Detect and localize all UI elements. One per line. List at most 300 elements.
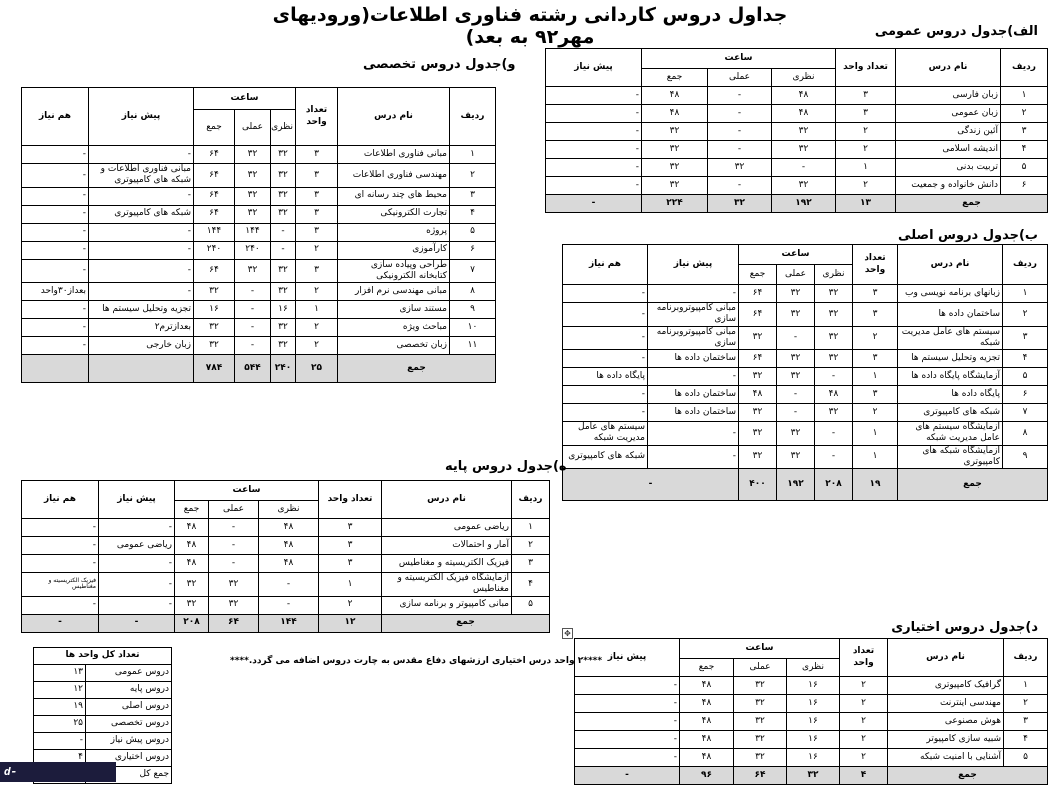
total-cell: ۶۴ xyxy=(194,259,235,283)
prerequisite-cell: - xyxy=(89,259,194,283)
header-hours: ساعت xyxy=(680,639,840,659)
theory-cell: ۳۲ xyxy=(815,303,853,327)
elective-courses-title: د)جدول دروس اختیاری xyxy=(891,620,1038,635)
prerequisite-cell: - xyxy=(546,123,642,141)
practical-cell: - xyxy=(708,105,772,123)
row-number-cell: ۴ xyxy=(512,573,550,597)
table-row xyxy=(563,422,1048,446)
theory-cell: ۱۶ xyxy=(787,677,840,695)
row-number-cell: ۲ xyxy=(1004,695,1048,713)
sum-theory: ۱۹۲ xyxy=(772,195,836,213)
units-cell: ۲ xyxy=(836,141,896,159)
sum-total: ۷۸۴ xyxy=(194,355,235,383)
header-row-number: ردیف xyxy=(1004,639,1048,677)
theory-cell: ۴۸ xyxy=(259,519,319,537)
practical-cell: ۳۲ xyxy=(777,368,815,386)
course-name-cell: ریاضی عمومی xyxy=(382,519,512,537)
theory-cell: ۴۸ xyxy=(772,105,836,123)
practical-cell: ۳۲ xyxy=(777,350,815,368)
prerequisite-cell: - xyxy=(89,187,194,205)
table-row xyxy=(563,386,1048,404)
page-title: جداول دروس کاردانی رشته فناوری اطلاعات(ورودیهای مهر۹۲ به بعد) xyxy=(272,4,788,48)
header-units: تعداد واحد xyxy=(296,88,338,146)
header-practical: عملی xyxy=(235,110,271,146)
table-row xyxy=(575,677,1048,695)
summary-label-cell: دروس پایه xyxy=(86,682,172,699)
course-name-cell: سیستم های عامل مدیریت شبکه xyxy=(898,326,1003,350)
header-row-number: ردیف xyxy=(450,88,496,146)
header-corequisite: هم نیاز xyxy=(22,481,99,519)
course-name-cell: آشنایی با امنیت شبکه xyxy=(888,749,1004,767)
course-name-cell: مهندسی فناوری اطلاعات xyxy=(338,164,450,188)
units-cell: ۲ xyxy=(296,241,338,259)
practical-cell: ۳۲ xyxy=(777,285,815,303)
theory-cell: ۳۲ xyxy=(271,146,296,164)
units-cell: ۳ xyxy=(836,87,896,105)
table-row xyxy=(546,177,1048,195)
total-cell: ۴۸ xyxy=(642,105,708,123)
corequisite-cell: - xyxy=(22,187,89,205)
sum-label: جمع xyxy=(888,767,1048,785)
header-course-name: نام درس xyxy=(338,88,450,146)
header-practical: عملی xyxy=(708,69,772,87)
corequisite-cell: - xyxy=(563,404,648,422)
header-prerequisite: پیش نیاز xyxy=(648,245,739,285)
prerequisite-cell: - xyxy=(99,596,175,614)
practical-cell: ۳۲ xyxy=(734,749,787,767)
summary-value-cell: ۱۹ xyxy=(34,699,86,716)
prerequisite-cell: - xyxy=(546,105,642,123)
units-cell: ۲ xyxy=(296,283,338,301)
course-name-cell: تجزیه وتحلیل سیستم ها xyxy=(898,350,1003,368)
basic-courses-title: ه)جدول دروس پایه xyxy=(445,459,567,474)
practical-cell: - xyxy=(235,319,271,337)
table-row xyxy=(22,241,496,259)
total-cell: ۴۸ xyxy=(642,87,708,105)
header-prerequisite: پیش نیاز xyxy=(546,49,642,87)
table-row xyxy=(22,205,496,223)
prerequisite-cell: - xyxy=(648,422,739,446)
practical-cell: - xyxy=(777,386,815,404)
course-name-cell: آزمایشگاه سیستم های عامل مدیریت شبکه xyxy=(898,422,1003,446)
practical-cell: - xyxy=(777,404,815,422)
units-cell: ۱ xyxy=(296,301,338,319)
theory-cell: ۳۲ xyxy=(271,319,296,337)
header-total: جمع xyxy=(739,265,777,285)
table-row xyxy=(22,259,496,283)
theory-cell: ۴۸ xyxy=(259,537,319,555)
header-total: جمع xyxy=(680,659,734,677)
row-number-cell: ۴ xyxy=(1004,731,1048,749)
corequisite-cell: - xyxy=(22,301,89,319)
header-theory: نظری xyxy=(787,659,840,677)
header-course-name: نام درس xyxy=(888,639,1004,677)
theory-cell: ۳۲ xyxy=(772,177,836,195)
header-prerequisite: پیش نیاز xyxy=(575,639,680,677)
total-cell: ۴۸ xyxy=(680,731,734,749)
corequisite-cell: - xyxy=(563,326,648,350)
total-cell: ۶۴ xyxy=(194,146,235,164)
course-name-cell: زبان تخصصی xyxy=(338,337,450,355)
header-hours: ساعت xyxy=(642,49,836,69)
watermark-link[interactable]: d-semnan.iau.ac.ir xyxy=(0,762,116,782)
header-units: تعداد واحد xyxy=(840,639,888,677)
header-theory: نظری xyxy=(259,501,319,519)
units-cell: ۳ xyxy=(296,223,338,241)
units-cell: ۳ xyxy=(319,537,382,555)
summary-label-cell: دروس اختیاری xyxy=(86,750,172,767)
row-number-cell: ۳ xyxy=(1004,713,1048,731)
general-courses-title: الف)جدول دروس عمومی xyxy=(874,24,1038,39)
theory-cell: ۳۲ xyxy=(815,285,853,303)
header-row-number: ردیف xyxy=(512,481,550,519)
sum-practical: ۶۴ xyxy=(734,767,787,785)
prerequisite-cell: - xyxy=(89,241,194,259)
prerequisite-cell: ریاضی عمومی xyxy=(99,537,175,555)
row-number-cell: ۲ xyxy=(512,537,550,555)
total-cell: ۳۲ xyxy=(642,177,708,195)
corequisite-cell: - xyxy=(22,146,89,164)
prerequisite-cell: - xyxy=(546,159,642,177)
row-number-cell: ۱ xyxy=(450,146,496,164)
header-row-number: ردیف xyxy=(1003,245,1048,285)
theory-cell: ۱۶ xyxy=(787,731,840,749)
sum-label: جمع xyxy=(338,355,496,383)
header-row-number: ردیف xyxy=(1001,49,1048,87)
row-number-cell: ۳ xyxy=(1001,123,1048,141)
row-number-cell: ۳ xyxy=(1003,326,1048,350)
theory-cell: ۱۶ xyxy=(787,713,840,731)
elective-courses-table xyxy=(574,638,1048,785)
units-cell: ۱ xyxy=(853,445,898,469)
practical-cell: ۳۲ xyxy=(777,445,815,469)
row-number-cell: ۱ xyxy=(1001,87,1048,105)
course-name-cell: مبانی کامپیوتر و برنامه سازی xyxy=(382,596,512,614)
prerequisite-cell: شبکه های کامپیوتری xyxy=(89,205,194,223)
total-cell: ۴۸ xyxy=(680,695,734,713)
prerequisite-cell: ساختمان داده ها xyxy=(648,350,739,368)
summary-label-cell: دروس اصلی xyxy=(86,699,172,716)
table-row xyxy=(563,326,1048,350)
sum-units: ۱۲ xyxy=(319,614,382,632)
practical-cell: - xyxy=(209,519,259,537)
sum-units: ۴ xyxy=(840,767,888,785)
row-number-cell: ۱ xyxy=(1004,677,1048,695)
units-cell: ۳ xyxy=(296,205,338,223)
prerequisite-cell: - xyxy=(575,713,680,731)
table-row xyxy=(22,146,496,164)
row-number-cell: ۸ xyxy=(450,283,496,301)
table-row xyxy=(575,695,1048,713)
prerequisite-cell: - xyxy=(575,731,680,749)
row-number-cell: ۷ xyxy=(1003,404,1048,422)
course-name-cell: مبانی مهندسی نرم افزار xyxy=(338,283,450,301)
total-cell: ۴۸ xyxy=(680,713,734,731)
sum-prerequisite: - xyxy=(563,469,739,501)
practical-cell: ۳۲ xyxy=(235,187,271,205)
prerequisite-cell: - xyxy=(546,141,642,159)
practical-cell: - xyxy=(235,301,271,319)
course-name-cell: زبان عمومی xyxy=(896,105,1001,123)
practical-cell: ۳۲ xyxy=(734,695,787,713)
table-row xyxy=(546,105,1048,123)
corequisite-cell: - xyxy=(563,350,648,368)
theory-cell: ۳۲ xyxy=(772,123,836,141)
core-courses-title: ب)جدول دروس اصلی xyxy=(898,228,1038,243)
units-cell: ۲ xyxy=(836,123,896,141)
header-hours: ساعت xyxy=(739,245,853,265)
table-row xyxy=(22,573,550,597)
sum-label: جمع xyxy=(382,614,550,632)
theory-cell: ۱۶ xyxy=(787,695,840,713)
total-cell: ۴۸ xyxy=(739,386,777,404)
table-row xyxy=(563,350,1048,368)
course-name-cell: آزمایشگاه شبکه های کامپیوتری xyxy=(898,445,1003,469)
sum-total: ۴۰۰ xyxy=(739,469,777,501)
practical-cell: ۳۲ xyxy=(235,259,271,283)
table-row xyxy=(34,716,172,733)
table-row xyxy=(22,555,550,573)
theory-cell: - xyxy=(772,159,836,177)
prerequisite-cell: زبان خارجی xyxy=(89,337,194,355)
units-cell: ۳ xyxy=(853,350,898,368)
table-row xyxy=(22,596,550,614)
units-cell: ۲ xyxy=(853,404,898,422)
sum-prerequisite: - xyxy=(575,767,680,785)
total-cell: ۲۴۰ xyxy=(194,241,235,259)
row-number-cell: ۴ xyxy=(450,205,496,223)
prerequisite-cell: - xyxy=(648,445,739,469)
course-name-cell: شبیه سازی کامپیوتر xyxy=(888,731,1004,749)
units-cell: ۲ xyxy=(296,319,338,337)
corequisite-cell: - xyxy=(22,519,99,537)
theory-cell: ۳۲ xyxy=(271,187,296,205)
theory-cell: ۳۲ xyxy=(271,205,296,223)
table-row xyxy=(563,404,1048,422)
course-name-cell: طراحی وپیاده سازی کتابخانه الکترونیکی xyxy=(338,259,450,283)
theory-cell: - xyxy=(259,573,319,597)
header-hours: ساعت xyxy=(175,481,319,501)
header-units: تعداد واحد xyxy=(836,49,896,87)
sum-prerequisite: - xyxy=(99,614,175,632)
sum-label: جمع xyxy=(898,469,1048,501)
header-course-name: نام درس xyxy=(896,49,1001,87)
theory-cell: - xyxy=(815,422,853,446)
corequisite-cell: پایگاه داده ها xyxy=(563,368,648,386)
total-cell: ۳۲ xyxy=(642,123,708,141)
summary-label-cell: دروس پیش نیاز xyxy=(86,733,172,750)
practical-cell: ۳۲ xyxy=(734,713,787,731)
total-cell: ۳۲ xyxy=(739,422,777,446)
theory-cell: ۳۲ xyxy=(815,350,853,368)
practical-cell: - xyxy=(209,555,259,573)
sum-total: ۲۰۸ xyxy=(175,614,209,632)
header-practical: عملی xyxy=(209,501,259,519)
row-number-cell: ۲ xyxy=(1001,105,1048,123)
course-name-cell: کارآموزی xyxy=(338,241,450,259)
summary-value-cell: - xyxy=(34,733,86,750)
general-courses-table xyxy=(545,48,1048,213)
course-name-cell: محیط های چند رسانه ای xyxy=(338,187,450,205)
row-number-cell: ۱۰ xyxy=(450,319,496,337)
prerequisite-cell: - xyxy=(89,223,194,241)
theory-cell: - xyxy=(815,368,853,386)
sum-label: جمع xyxy=(896,195,1048,213)
header-corequisite: هم نیاز xyxy=(563,245,648,285)
total-cell: ۶۴ xyxy=(739,350,777,368)
move-handle-icon[interactable]: ✥ xyxy=(562,628,573,639)
summary-value-cell: ۱۳ xyxy=(34,665,86,682)
prerequisite-cell: تجزیه وتحلیل سیستم ها xyxy=(89,301,194,319)
total-cell: ۴۸ xyxy=(175,555,209,573)
table-row xyxy=(546,87,1048,105)
basic-courses-table xyxy=(21,480,550,633)
practical-cell: ۱۴۴ xyxy=(235,223,271,241)
prerequisite-cell: - xyxy=(575,677,680,695)
total-cell: ۳۲ xyxy=(175,596,209,614)
units-cell: ۳ xyxy=(319,555,382,573)
theory-cell: ۱۶ xyxy=(271,301,296,319)
row-number-cell: ۵ xyxy=(450,223,496,241)
units-cell: ۳ xyxy=(319,519,382,537)
units-cell: ۳ xyxy=(853,285,898,303)
theory-cell: ۳۲ xyxy=(271,283,296,301)
row-number-cell: ۵ xyxy=(1003,368,1048,386)
total-cell: ۳۲ xyxy=(739,445,777,469)
table-row xyxy=(563,445,1048,469)
total-cell: ۴۸ xyxy=(175,537,209,555)
row-number-cell: ۵ xyxy=(1004,749,1048,767)
prerequisite-cell: - xyxy=(575,695,680,713)
table-row xyxy=(546,141,1048,159)
sum-total: ۹۶ xyxy=(680,767,734,785)
sum-theory: ۲۰۸ xyxy=(815,469,853,501)
header-theory: نظری xyxy=(815,265,853,285)
theory-cell: ۴۸ xyxy=(259,555,319,573)
header-hours: ساعت xyxy=(194,88,296,110)
prerequisite-cell: - xyxy=(99,519,175,537)
course-name-cell: مهندسی اینترنت xyxy=(888,695,1004,713)
prerequisite-cell: - xyxy=(575,749,680,767)
course-name-cell: آمار و احتمالات xyxy=(382,537,512,555)
row-number-cell: ۳ xyxy=(450,187,496,205)
practical-cell: ۳۲ xyxy=(235,205,271,223)
theory-cell: ۳۲ xyxy=(815,326,853,350)
table-row xyxy=(34,665,172,682)
summary-label-cell: دروس عمومی xyxy=(86,665,172,682)
practical-cell: ۳۲ xyxy=(235,146,271,164)
practical-cell: - xyxy=(708,141,772,159)
header-total: جمع xyxy=(194,110,235,146)
practical-cell: ۲۴۰ xyxy=(235,241,271,259)
total-cell: ۳۲ xyxy=(642,159,708,177)
table-row xyxy=(563,303,1048,327)
summary-value-cell: ۲۵ xyxy=(34,716,86,733)
theory-cell: ۴۸ xyxy=(772,87,836,105)
total-cell: ۴۸ xyxy=(680,677,734,695)
corequisite-cell: - xyxy=(22,337,89,355)
header-theory: نظری xyxy=(271,110,296,146)
units-cell: ۲ xyxy=(319,596,382,614)
row-number-cell: ۲ xyxy=(450,164,496,188)
specialized-courses-title: و)جدول دروس تخصصی xyxy=(363,57,516,72)
practical-cell: - xyxy=(708,177,772,195)
total-cell: ۶۴ xyxy=(739,303,777,327)
header-corequisite: هم نیاز xyxy=(22,88,89,146)
theory-cell: - xyxy=(259,596,319,614)
units-cell: ۲ xyxy=(840,749,888,767)
row-number-cell: ۹ xyxy=(450,301,496,319)
row-number-cell: ۴ xyxy=(1001,141,1048,159)
sum-units: ۲۵ xyxy=(296,355,338,383)
course-name-cell: هوش مصنوعی xyxy=(888,713,1004,731)
units-cell: ۲ xyxy=(840,713,888,731)
table-row xyxy=(22,319,496,337)
table-row xyxy=(22,164,496,188)
table-row xyxy=(563,285,1048,303)
sum-prerequisite: - xyxy=(546,195,642,213)
table-row xyxy=(22,337,496,355)
row-number-cell: ۱ xyxy=(512,519,550,537)
table-row xyxy=(575,731,1048,749)
corequisite-cell: - xyxy=(22,537,99,555)
table-row xyxy=(22,519,550,537)
header-prerequisite: پیش نیاز xyxy=(89,88,194,146)
table-row xyxy=(563,368,1048,386)
elective-note: ****۲ واحد درس اختیاری ارزشهای دفاع مقدس به چارت دروس اضافه می گردد.**** xyxy=(230,656,603,666)
prerequisite-cell: ساختمان داده ها xyxy=(648,386,739,404)
prerequisite-cell: مبانی کامپیوتروبرنامه سازی xyxy=(648,326,739,350)
units-cell: ۳ xyxy=(853,303,898,327)
header-prerequisite: پیش نیاز xyxy=(99,481,175,519)
practical-cell: ۳۲ xyxy=(708,159,772,177)
theory-cell: - xyxy=(271,241,296,259)
units-cell: ۳ xyxy=(296,164,338,188)
units-cell: ۱ xyxy=(853,368,898,386)
corequisite-cell: - xyxy=(563,303,648,327)
prerequisite-cell: - xyxy=(89,283,194,301)
table-row xyxy=(22,223,496,241)
course-name-cell: مبانی فناوری اطلاعات xyxy=(338,146,450,164)
practical-cell: - xyxy=(209,537,259,555)
header-total: جمع xyxy=(175,501,209,519)
course-name-cell: دانش خانواده و جمعیت xyxy=(896,177,1001,195)
table-row xyxy=(546,123,1048,141)
units-cell: ۲ xyxy=(840,695,888,713)
corequisite-cell: - xyxy=(22,555,99,573)
summary-label-cell: دروس تخصصی xyxy=(86,716,172,733)
course-name-cell: زبان فارسی xyxy=(896,87,1001,105)
sum-practical: ۳۲ xyxy=(708,195,772,213)
total-cell: ۳۲ xyxy=(739,404,777,422)
course-name-cell: تربیت بدنی xyxy=(896,159,1001,177)
units-cell: ۲ xyxy=(840,731,888,749)
course-name-cell: ساختمان داده ها xyxy=(898,303,1003,327)
table-row xyxy=(22,537,550,555)
units-cell: ۲ xyxy=(296,337,338,355)
row-number-cell: ۹ xyxy=(1003,445,1048,469)
prerequisite-cell: مبانی فناوری اطلاعات و شبکه های کامپیوتری xyxy=(89,164,194,188)
table-row xyxy=(22,283,496,301)
course-name-cell: آزمایشگاه پایگاه داده ها xyxy=(898,368,1003,386)
practical-cell: - xyxy=(777,326,815,350)
sum-theory: ۲۴۰ xyxy=(271,355,296,383)
header-total: جمع xyxy=(642,69,708,87)
table-row xyxy=(575,749,1048,767)
prerequisite-cell: بعدازترم۲ xyxy=(89,319,194,337)
practical-cell: - xyxy=(235,337,271,355)
units-cell: ۳ xyxy=(853,386,898,404)
